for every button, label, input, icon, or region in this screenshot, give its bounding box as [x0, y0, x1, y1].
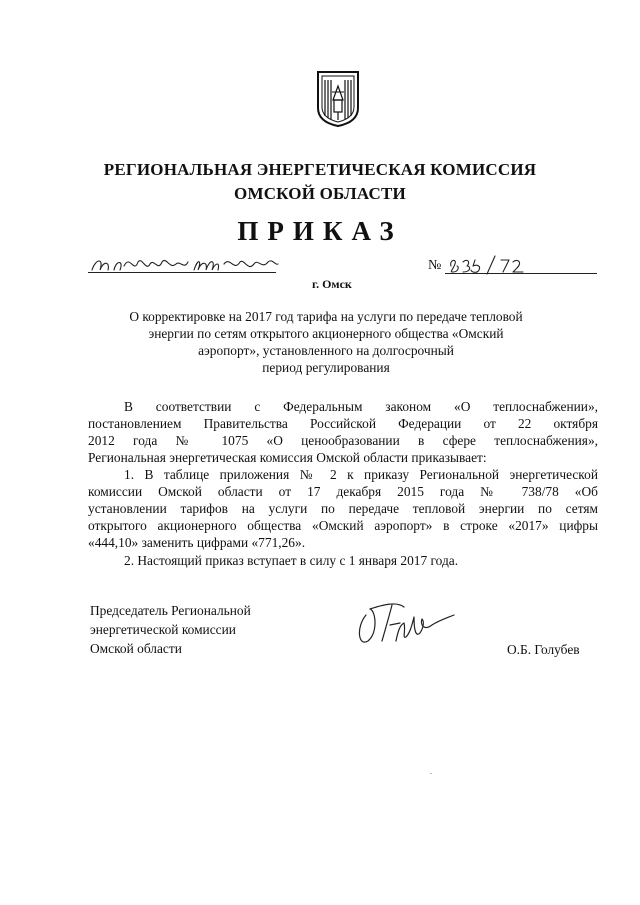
item1-line: «444,10» заменить цифрами «771,26». — [88, 535, 306, 550]
order-item-2 — [88, 552, 598, 569]
agency-name-line2: ОМСКОЙ ОБЛАСТИ — [234, 184, 406, 203]
scan-speck — [430, 773, 432, 774]
handwritten-signature-icon — [352, 597, 462, 655]
city-label: г. Омск — [312, 277, 352, 291]
item1-line: установлении тарифов на услуги по передаче тепловой энергии по сетям — [88, 501, 598, 516]
signer-name: О.Б. Голубев — [507, 642, 580, 657]
signatory-title-line: Омской области — [90, 641, 182, 656]
preamble-line: Региональная энергетическая комиссия Омской области приказывает: — [88, 450, 487, 465]
item1-line: открытого акционерного общества «Омский аэропорт» в строке «2017» цифры — [88, 518, 598, 533]
handwritten-number — [447, 254, 537, 276]
subject-line: энергии по сетям открытого акционерного общества «Омский — [148, 326, 504, 341]
item1-line: комиссии Омской области от 17 декабря 2015 года № 738/78 «Об — [88, 484, 598, 499]
document-type-title: ПРИКАЗ — [237, 216, 403, 246]
item2-line: 2. Настоящий приказ вступает в силу с 1 января 2017 года. — [124, 553, 459, 568]
item1-line: 1. В таблице приложения № 2 к приказу Региональной энергетической — [124, 467, 598, 482]
subject-line: аэропорт», установленного на долгосрочный — [198, 343, 454, 358]
preamble-line: постановлением Правительства Российской Федерации от 22 октября — [88, 416, 598, 431]
preamble-paragraph — [88, 398, 598, 466]
subject-line: период регулирования — [262, 360, 390, 375]
agency-name-line1: РЕГИОНАЛЬНАЯ ЭНЕРГЕТИЧЕСКАЯ КОМИССИЯ — [103, 160, 537, 179]
subject-line: О корректировке на 2017 год тарифа на услуги по передаче тепловой — [129, 309, 523, 324]
order-subject — [110, 308, 542, 376]
handwritten-date — [90, 252, 280, 276]
order-item-1 — [88, 466, 598, 551]
number-sign: № — [428, 258, 442, 273]
omsk-coat-of-arms-icon — [316, 70, 360, 128]
preamble-line: В соответствии с Федеральным законом «О теплоснабжении», — [124, 399, 598, 414]
preamble-line: 2012 года № 1075 «О ценообразовании в сфере теплоснабжения», — [88, 433, 598, 448]
signatory-title — [90, 601, 251, 658]
signatory-title-line: энергетической комиссии — [90, 622, 236, 637]
signatory-title-line: Председатель Региональной — [90, 603, 251, 618]
